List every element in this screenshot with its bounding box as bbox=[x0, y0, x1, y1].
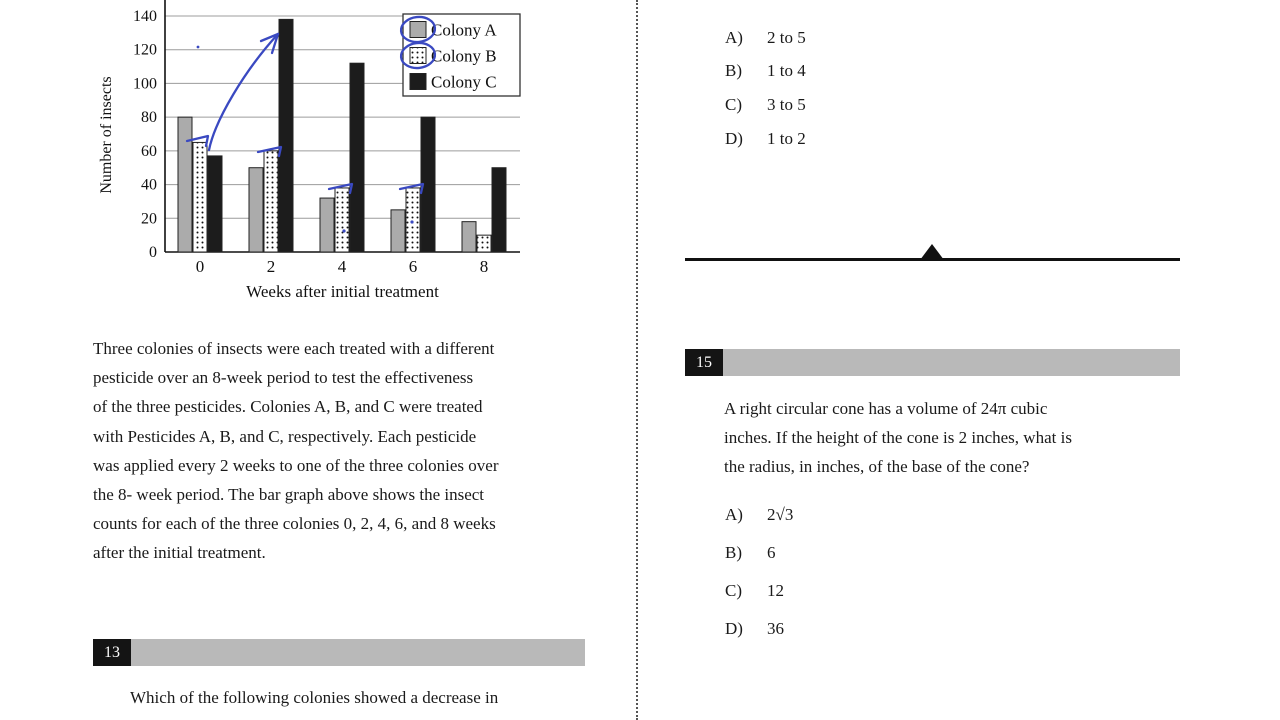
choice-letter: A) bbox=[725, 505, 743, 524]
choice-value: 3 to 5 bbox=[767, 94, 806, 114]
description-line: the 8- week period. The bar graph above shows the insect bbox=[93, 485, 485, 505]
choice-d bbox=[725, 122, 1025, 156]
experiment-description bbox=[93, 334, 593, 568]
choice-letter: B) bbox=[725, 543, 742, 562]
svg-text:0: 0 bbox=[149, 244, 157, 261]
question-14-choices bbox=[725, 21, 1025, 155]
choice-c bbox=[725, 572, 1025, 610]
svg-text:Weeks after initial treatment: Weeks after initial treatment bbox=[246, 282, 439, 301]
svg-text:140: 140 bbox=[133, 8, 157, 25]
description-line: with Pesticides A, B, and C, respectively. Each pesticide bbox=[93, 426, 477, 446]
svg-text:120: 120 bbox=[133, 41, 157, 59]
choice-letter: D) bbox=[725, 619, 743, 638]
chart-svg bbox=[95, 0, 535, 312]
column-divider bbox=[636, 0, 638, 720]
question-13-header bbox=[93, 639, 585, 666]
choice-value: 1 to 4 bbox=[767, 61, 806, 81]
svg-text:0: 0 bbox=[195, 257, 205, 276]
svg-text:40: 40 bbox=[141, 176, 157, 194]
svg-text:100: 100 bbox=[133, 75, 157, 93]
choice-a bbox=[725, 496, 1025, 534]
svg-text:6: 6 bbox=[408, 257, 418, 276]
description-line: of the three pesticides. Colonies A, B, and C were treated bbox=[93, 397, 483, 417]
question-15-number-badge: 15 bbox=[685, 349, 723, 376]
svg-text:Colony B: Colony B bbox=[431, 46, 497, 66]
question-15-text bbox=[724, 394, 1164, 481]
insect-bar-chart bbox=[95, 0, 535, 312]
svg-text:2: 2 bbox=[266, 257, 276, 276]
choice-value: 2 to 5 bbox=[767, 27, 806, 47]
choice-value: 1 to 2 bbox=[767, 128, 806, 148]
svg-text:20: 20 bbox=[141, 210, 157, 228]
choice-letter: C) bbox=[725, 581, 742, 600]
svg-text:Colony A: Colony A bbox=[431, 20, 497, 40]
choice-b bbox=[725, 55, 1025, 89]
choice-value: 6 bbox=[767, 543, 776, 562]
question-15-header bbox=[685, 349, 1180, 376]
question-15-line: A right circular cone has a volume of 24π cubic bbox=[724, 399, 1048, 418]
section-divider-triangle-icon bbox=[920, 244, 944, 260]
question-15-line: inches. If the height of the cone is 2 inches, what is bbox=[724, 428, 1072, 447]
description-line: counts for each of the three colonies 0, 2, 4, 6, and 8 weeks bbox=[93, 514, 496, 534]
description-line: Three colonies of insects were each treated with a different bbox=[93, 339, 495, 358]
svg-text:8: 8 bbox=[479, 257, 489, 276]
choice-value: 2√3 bbox=[767, 505, 794, 524]
svg-text:4: 4 bbox=[337, 257, 347, 276]
choice-letter: A) bbox=[725, 27, 743, 47]
question-15-line: the radius, in inches, of the base of the cone? bbox=[724, 457, 1030, 476]
description-line: pesticide over an 8-week period to test the effectiveness bbox=[93, 368, 474, 388]
description-line: after the initial treatment. bbox=[93, 543, 266, 563]
choice-value: 36 bbox=[767, 619, 784, 638]
svg-text:Colony C: Colony C bbox=[431, 72, 497, 92]
question-15-choices bbox=[725, 496, 1025, 648]
choice-b bbox=[725, 534, 1025, 572]
choice-a bbox=[725, 21, 1025, 55]
svg-text:80: 80 bbox=[141, 109, 157, 127]
svg-text:60: 60 bbox=[141, 142, 157, 160]
choice-d bbox=[725, 610, 1025, 648]
question-13-text: Which of the following colonies showed a decrease in bbox=[130, 688, 499, 707]
choice-letter: C) bbox=[725, 94, 742, 114]
choice-letter: D) bbox=[725, 128, 743, 148]
choice-letter: B) bbox=[725, 61, 742, 81]
choice-value: 12 bbox=[767, 581, 784, 600]
svg-text:Number of insects: Number of insects bbox=[98, 76, 115, 194]
choice-c bbox=[725, 88, 1025, 122]
question-13-number-badge: 13 bbox=[93, 639, 131, 666]
description-line: was applied every 2 weeks to one of the three colonies over bbox=[93, 455, 499, 475]
